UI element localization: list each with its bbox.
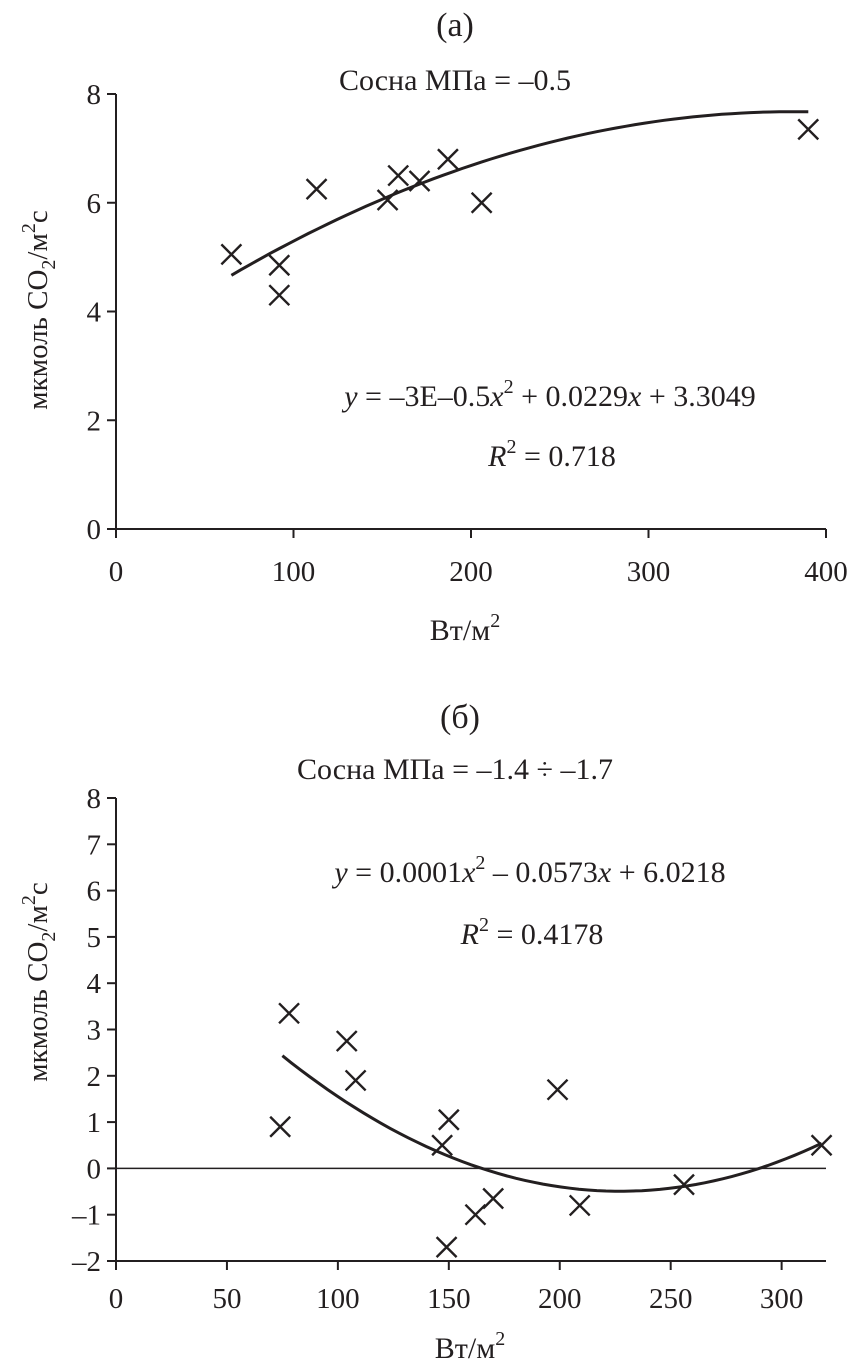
data-point <box>221 244 241 264</box>
eq-sup: 2 <box>475 852 486 874</box>
trendline <box>282 1056 821 1192</box>
data-point <box>269 255 289 275</box>
y-tick-label: 6 <box>86 875 101 908</box>
eq-var: y <box>334 856 348 889</box>
x-tick-label: 100 <box>316 1283 360 1315</box>
x-tick-label: 250 <box>648 1283 693 1315</box>
axis-ticks <box>107 94 826 538</box>
y-tick-label: 7 <box>86 829 101 862</box>
x-axis-title-text: Вт/м <box>429 614 491 647</box>
y-tick-label: 8 <box>86 79 101 111</box>
x-axis-title <box>435 1328 505 1365</box>
svg-text:мкмоль CO2/м2с <box>18 882 60 1081</box>
data-point <box>438 149 458 169</box>
eq-var: x <box>462 856 476 889</box>
eq-part: – 0.0573 <box>485 856 598 889</box>
eq-sup: 2 <box>503 376 514 398</box>
y-tick-label: –1 <box>72 1199 101 1232</box>
eq-var: y <box>344 380 358 413</box>
regression-equation <box>341 376 756 413</box>
x-tick-label: 150 <box>427 1283 471 1315</box>
data-point <box>483 1188 503 1208</box>
regression-equation <box>331 852 725 889</box>
y-tick-label: 1 <box>86 1107 101 1140</box>
data-point <box>570 1195 590 1215</box>
y-tick-label: 2 <box>86 1060 101 1093</box>
r2-label: R <box>488 440 507 473</box>
data-point <box>437 1237 457 1257</box>
y-tick-label: 3 <box>86 1014 101 1047</box>
r-squared <box>460 914 604 951</box>
data-points <box>221 119 818 305</box>
x-tick-label: 100 <box>271 556 316 588</box>
x-tick-label: 400 <box>804 556 848 588</box>
y-tick-label: 4 <box>86 296 101 329</box>
y-tick-label: 8 <box>86 783 101 815</box>
data-point <box>337 1031 357 1051</box>
data-point <box>798 119 818 139</box>
x-axis-title-sup: 2 <box>490 610 501 632</box>
eq-var: x <box>597 856 612 889</box>
y-tick-label: 0 <box>86 514 101 546</box>
tick-labels <box>87 79 848 588</box>
eq-var: x <box>628 380 642 413</box>
y-tick-label: 5 <box>86 921 101 954</box>
eq-part: + 3.3049 <box>641 380 756 413</box>
data-point <box>346 1070 366 1090</box>
y-axis-title-part: мкмоль CO <box>22 269 54 410</box>
data-point <box>269 285 289 305</box>
r2-value: = 0.4178 <box>488 918 604 951</box>
x-tick-label: 300 <box>759 1283 804 1315</box>
panel-label: (a) <box>436 7 474 44</box>
eq-part: = 0.0001 <box>347 856 463 889</box>
panel-label: (б) <box>440 699 480 736</box>
chart-panel-a <box>18 7 848 647</box>
r2-sup: 2 <box>506 436 517 458</box>
eq-var: x <box>490 380 504 413</box>
data-point <box>270 1117 290 1137</box>
chart-title: Сосна МПа = –1.4 ÷ –1.7 <box>297 753 613 786</box>
y-axis-title-sup: 2 <box>18 223 40 234</box>
y-tick-label: –2 <box>72 1246 101 1278</box>
y-axis-title-part: /м <box>22 233 54 260</box>
y-tick-label: 0 <box>86 1153 101 1186</box>
x-tick-label: 200 <box>538 1283 582 1315</box>
data-point <box>279 1003 299 1023</box>
y-axis-title-part: мкмоль CO <box>22 941 54 1082</box>
x-tick-label: 200 <box>449 556 493 588</box>
data-point <box>439 1110 459 1130</box>
trendline <box>231 112 808 276</box>
data-point <box>472 193 492 213</box>
eq-part: + 6.0218 <box>611 856 726 889</box>
y-tick-label: 6 <box>86 187 101 220</box>
y-axis-title <box>18 882 60 1081</box>
y-axis-title-part: /м <box>22 905 54 932</box>
x-tick-label: 0 <box>108 1283 124 1315</box>
y-axis-title-part: с <box>22 882 54 896</box>
data-point <box>307 179 327 199</box>
data-points <box>270 1003 831 1257</box>
r2-value: = 0.718 <box>516 440 616 473</box>
x-axis-title <box>430 610 500 647</box>
y-tick-label: 2 <box>86 405 101 438</box>
svg-text:мкмоль CO2/м2с <box>18 210 60 409</box>
eq-part: = –3E–0.5 <box>357 380 491 413</box>
y-axis-title-part: с <box>22 210 54 224</box>
x-axis-title-sup: 2 <box>495 1328 506 1350</box>
x-tick-label: 50 <box>212 1283 242 1315</box>
y-tick-label: 4 <box>86 968 101 1001</box>
y-axis-title-sub: 2 <box>38 259 60 270</box>
data-point <box>388 166 408 186</box>
chart-panel-b <box>18 699 832 1365</box>
x-axis-title-text: Вт/м <box>434 1332 496 1365</box>
eq-part: + 0.0229 <box>513 380 629 413</box>
x-tick-label: 0 <box>108 556 124 588</box>
r-squared <box>487 436 616 473</box>
r2-label: R <box>460 918 479 951</box>
chart-title: Сосна МПа = –0.5 <box>338 64 572 97</box>
y-axis-title <box>18 210 60 409</box>
data-point <box>548 1080 568 1100</box>
r2-sup: 2 <box>478 914 489 936</box>
x-tick-label: 300 <box>626 556 671 588</box>
y-axis-title-sup: 2 <box>18 895 40 906</box>
y-axis-title-sub: 2 <box>38 931 60 942</box>
